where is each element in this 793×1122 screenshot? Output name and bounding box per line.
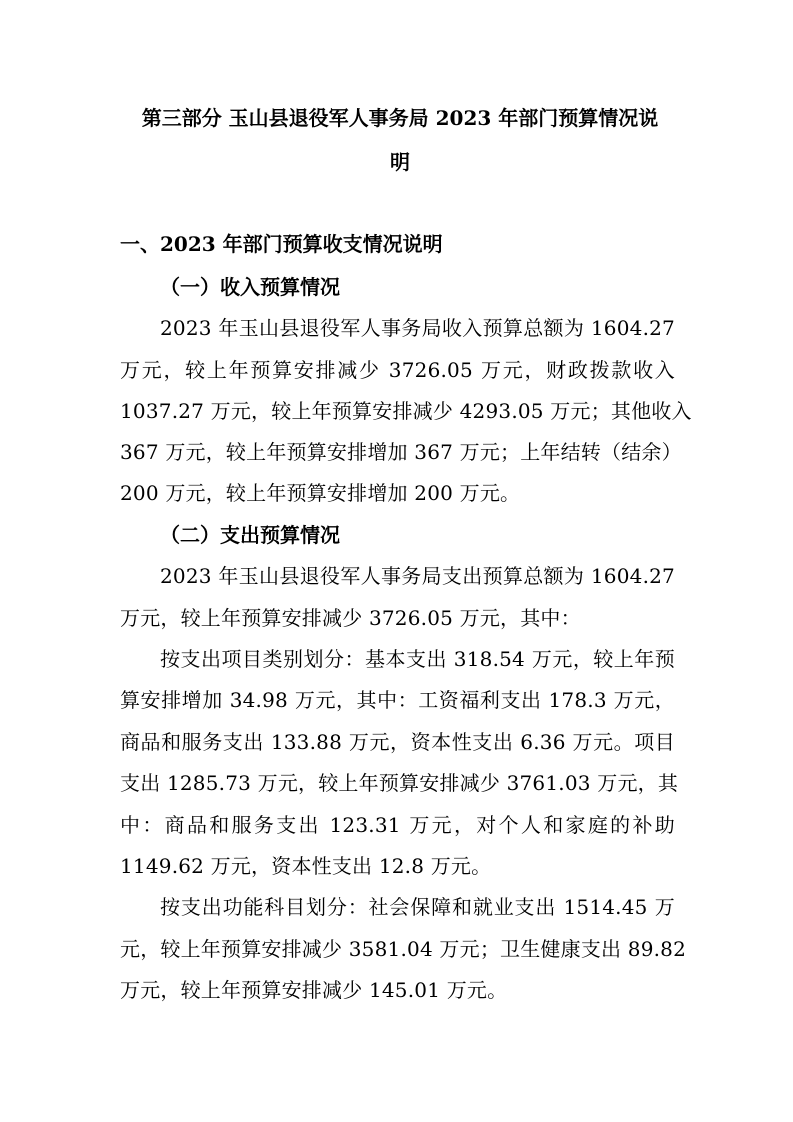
income-line-2: 万元，较上年预算安排减少 3726.05 万元，财政拨款收入	[120, 358, 675, 382]
section-heading: 一、2023 年部门预算收支情况说明	[120, 232, 443, 256]
income-heading: （一）收入预算情况	[160, 275, 340, 299]
expense-p1-line-2: 万元，较上年预算安排减少 3726.05 万元，其中：	[120, 606, 581, 630]
expense-heading: （二）支出预算情况	[160, 523, 340, 547]
expense-p1-line-1: 2023 年玉山县退役军人事务局支出预算总额为 1604.27	[160, 564, 675, 588]
income-line-4: 367 万元，较上年预算安排增加 367 万元；上年结转（结余）	[120, 440, 682, 464]
income-line-3: 1037.27 万元，较上年预算安排减少 4293.05 万元；其他收入	[120, 399, 692, 423]
expense-p3-line-3: 万元，较上年预算安排减少 145.01 万元。	[120, 978, 508, 1002]
expense-p2-line-1: 按支出项目类别划分：基本支出 318.54 万元，较上年预	[160, 647, 675, 671]
expense-p2-line-4: 支出 1285.73 万元，较上年预算安排减少 3761.03 万元，其	[120, 771, 679, 795]
expense-p2-line-5: 中：商品和服务支出 123.31 万元，对个人和家庭的补助	[120, 813, 675, 837]
income-line-5: 200 万元，较上年预算安排增加 200 万元。	[120, 481, 521, 505]
document-title-line-2: 明	[390, 150, 410, 174]
expense-p2-line-2: 算安排增加 34.98 万元，其中：工资福利支出 178.3 万元，	[120, 688, 675, 712]
expense-p3-line-1: 按支出功能科目划分：社会保障和就业支出 1514.45 万	[160, 895, 675, 919]
expense-p2-line-6: 1149.62 万元，资本性支出 12.8 万元。	[120, 854, 492, 878]
expense-p2-line-3: 商品和服务支出 133.88 万元，资本性支出 6.36 万元。项目	[120, 730, 675, 754]
expense-p3-line-2: 元，较上年预算安排减少 3581.04 万元；卫生健康支出 89.82	[120, 937, 687, 961]
document-title-line-1: 第三部分 玉山县退役军人事务局 2023 年部门预算情况说	[141, 106, 659, 130]
income-line-1: 2023 年玉山县退役军人事务局收入预算总额为 1604.27	[160, 316, 675, 340]
